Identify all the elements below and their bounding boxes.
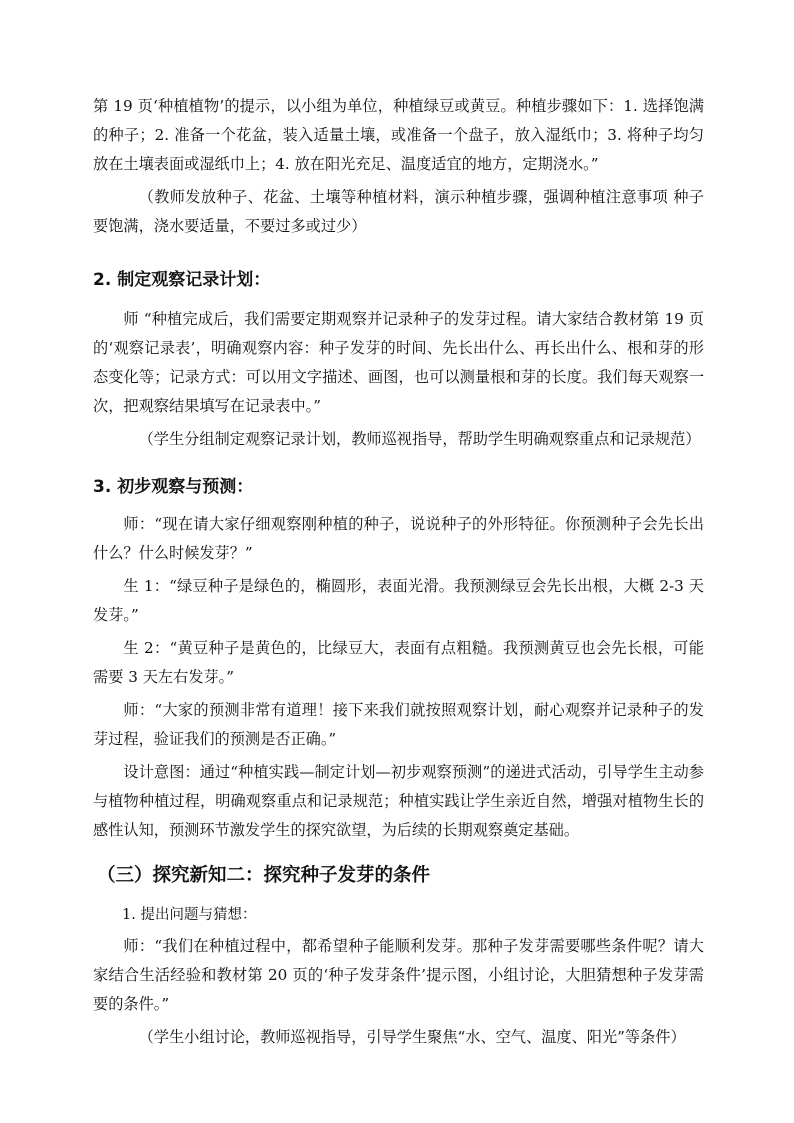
teacher-action-note-3: （学生小组讨论，教师巡视指导，引导学生聚焦“水、空气、温度、阳光”等条件） <box>138 1028 686 1046</box>
section-heading-germination: （三）探究新知二：探究种子发芽的条件 <box>97 865 431 886</box>
teacher-question-paragraph: 师：“现在请大家仔细观察刚种植的种子，说说种子的外形特征。你预测种子会先长出什么？什么时候发芽？” <box>93 515 704 562</box>
teacher-response-paragraph: 师：“大家的预测非常有道理！接下来我们就按照观察计划，耐心观察并记录种子的发芽过程，验证我们的预测是否正确。” <box>93 701 704 748</box>
student-1-answer: 生 1：“绿豆种子是绿色的，椭圆形，表面光滑。我预测绿豆会先长出根，大概 2-3 天发芽。” <box>93 577 704 624</box>
heading-observation-plan: 2. 制定观察记录计划： <box>93 270 271 290</box>
teacher-action-note-2: （学生分组制定观察记录计划，教师巡视指导，帮助学生明确观察重点和记录规范） <box>138 430 701 448</box>
teacher-prompt-paragraph: 师：“我们在种植过程中，都希望种子能顺利发芽。那种子发芽需要哪些条件呢？请大家结合生活经验和教材第 20 页的‘种子发芽条件’提示图，小组讨论，大胆猜想种子发芽需要的条件。” <box>93 937 704 1013</box>
design-intent-paragraph: 设计意图：通过“种植实践—制定计划—初步观察预测”的递进式活动，引导学生主动参与植物种植过程，明确观察重点和记录规范；种植实践让学生亲近自然，增强对植物生长的感性认知，预测环节激发学生的探究欲望，为后续的长期观察奠定基础。 <box>93 763 704 839</box>
teacher-action-note-1: （教师发放种子、花盆、土壤等种植材料，演示种植步骤，强调种植注意事项 种子要饱满，浇水要适量，不要过多或过少） <box>93 188 704 235</box>
teacher-plan-paragraph: 师 “种植完成后，我们需要定期观察并记录种子的发芽过程。请大家结合教材第 19 页的‘观察记录表’，明确观察内容：种子发芽的时间、先长出什么、再长出什么、根和芽的形态变化等；记录方式：可以用文字描述、画图，也可以测量根和芽的长度。我们每天观察一次，把观察结果填写在记录表中。” <box>93 310 704 415</box>
document-body <box>93 92 704 1052</box>
subheading-question-hypothesis: 1. 提出问题与猜想： <box>122 907 257 923</box>
heading-initial-observation: 3. 初步观察与预测： <box>93 477 254 497</box>
student-2-answer: 生 2：“黄豆种子是黄色的，比绿豆大，表面有点粗糙。我预测黄豆也会先长根，可能需要 3 天左右发芽。” <box>93 639 704 686</box>
intro-paragraph: 第 19 页‘种植植物’的提示，以小组为单位，种植绿豆或黄豆。种植步骤如下：1. 选择饱满的种子；2. 准备一个花盆，装入适量土壤，或准备一个盘子，放入湿纸巾；3. 将种子均匀放在土壤表面或湿纸巾上；4. 放在阳光充足、温度适宜的地方，定期浇水。” <box>93 97 704 173</box>
